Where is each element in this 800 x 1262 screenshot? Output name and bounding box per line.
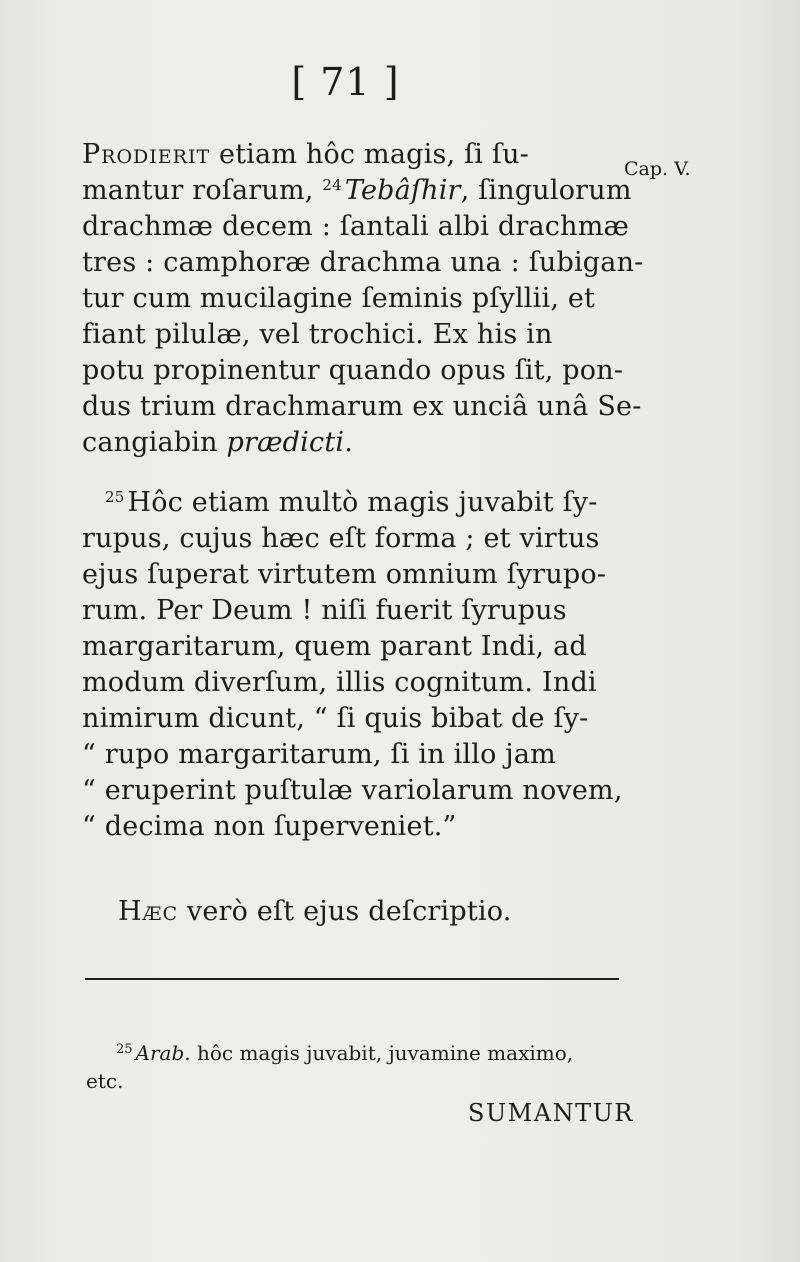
footnote-line xyxy=(116,1040,573,1066)
text-line: drachmæ decem : ſantali albi drachmæ xyxy=(82,211,630,242)
italic-word: Tebâſhir xyxy=(344,175,461,206)
line-text: mantur roſarum, xyxy=(82,175,323,206)
footnote-marker: 25 xyxy=(116,1042,133,1057)
small-caps-word: Prodierit xyxy=(82,139,211,170)
catchword: SUMANTUR xyxy=(468,1099,634,1127)
text-line xyxy=(105,486,598,520)
italic-word: Arab. xyxy=(135,1041,191,1065)
italic-word: prædicti xyxy=(226,427,345,458)
footnote-marker: 25 xyxy=(105,488,125,506)
text-line: “ decima non ſuperveniet.” xyxy=(82,811,457,842)
line-text: hôc magis juvabit, juvamine maximo, xyxy=(190,1041,574,1065)
text-line: potu propinentur quando opus ſit, pon- xyxy=(82,355,624,386)
text-line: ejus ſuperat virtutem omnium ſyrupo- xyxy=(82,559,607,590)
text-line: margaritarum, quem parant Indi, ad xyxy=(82,631,587,662)
text-line: rum. Per Deum ! niſi fuerit ſyrupus xyxy=(82,595,567,626)
margin-chapter-note: Cap. V. xyxy=(624,158,691,180)
line-text: , ſingulorum xyxy=(460,175,632,206)
text-line: “ rupo margaritarum, ſi in illo jam xyxy=(82,739,556,770)
line-text: Hôc etiam multò magis juvabit ſy- xyxy=(127,487,598,518)
line-text: cangiabin xyxy=(82,427,227,458)
text-line: rupus, cujus hæc eſt forma ; et virtus xyxy=(82,523,600,554)
text-line: modum diverſum, illis cognitum. Indi xyxy=(82,667,597,698)
text-line: fiant pilulæ, vel trochici. Ex his in xyxy=(82,319,553,350)
text-line: tres : camphoræ drachma una : ſubigan- xyxy=(82,247,644,278)
text-line xyxy=(82,138,529,172)
text-line: nimirum dicunt, “ ſi quis bibat de ſy- xyxy=(82,703,589,734)
text-line xyxy=(118,895,512,929)
line-text: etiam hôc magis, ſi ſu- xyxy=(210,139,529,170)
line-text: verò eſt ejus deſcriptio. xyxy=(178,896,512,927)
footnote-marker: 24 xyxy=(322,176,342,194)
text-line: tur cum mucilagine ſeminis pſyllii, et xyxy=(82,283,596,314)
small-caps-word: Hæc xyxy=(118,896,179,927)
text-line: “ eruperint puſtulæ variolarum novem, xyxy=(82,775,623,806)
text-line xyxy=(82,174,632,208)
footnote-line: etc. xyxy=(86,1069,124,1093)
text-line xyxy=(82,426,353,460)
line-text: . xyxy=(344,427,354,458)
text-line: dus trium drachmarum ex unciâ unâ Se- xyxy=(82,391,642,422)
page-number-header: [ 71 ] xyxy=(291,60,400,104)
horizontal-rule xyxy=(85,978,619,980)
